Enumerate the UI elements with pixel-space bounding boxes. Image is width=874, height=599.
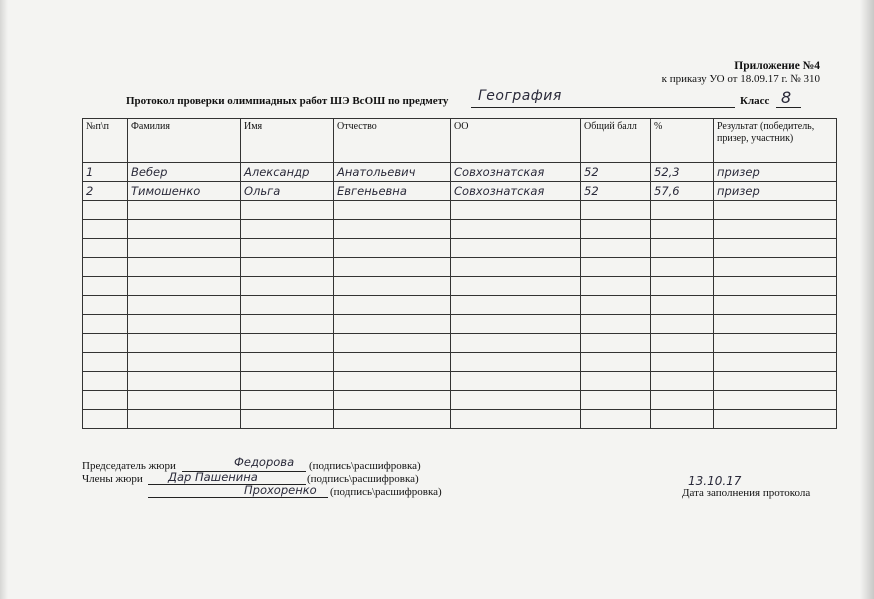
cell-percent bbox=[651, 334, 714, 353]
cell-name bbox=[241, 277, 334, 296]
cell-total-score bbox=[581, 391, 651, 410]
cell-percent: 52,3 bbox=[651, 163, 714, 182]
cell-patronymic bbox=[334, 391, 451, 410]
cell-number bbox=[83, 258, 128, 277]
cell-surname: Тимошенко bbox=[128, 182, 241, 201]
table-row bbox=[83, 315, 837, 334]
table-row bbox=[83, 334, 837, 353]
cell-percent bbox=[651, 239, 714, 258]
cell-patronymic: Анатольевич bbox=[334, 163, 451, 182]
cell-result bbox=[714, 296, 837, 315]
cell-surname bbox=[128, 391, 241, 410]
appendix-title: Приложение №4 bbox=[734, 60, 820, 72]
table-header-row bbox=[83, 119, 837, 163]
cell-percent: 57,6 bbox=[651, 182, 714, 201]
cell-surname bbox=[128, 258, 241, 277]
table-row bbox=[83, 296, 837, 315]
results-table bbox=[82, 118, 837, 429]
cell-result bbox=[714, 353, 837, 372]
cell-number: 2 bbox=[83, 182, 128, 201]
cell-result bbox=[714, 372, 837, 391]
cell-number bbox=[83, 239, 128, 258]
cell-total-score bbox=[581, 296, 651, 315]
chair-signature: Федорова bbox=[234, 455, 295, 469]
cell-result bbox=[714, 277, 837, 296]
cell-patronymic: Евгеньевна bbox=[334, 182, 451, 201]
chair-label: Председатель жюри bbox=[82, 460, 176, 472]
subject-underline bbox=[471, 107, 735, 108]
cell-name bbox=[241, 334, 334, 353]
col-header-name: Имя bbox=[241, 119, 334, 163]
table-row bbox=[83, 372, 837, 391]
cell-name bbox=[241, 391, 334, 410]
grade-handwritten: 8 bbox=[781, 88, 792, 107]
cell-result bbox=[714, 239, 837, 258]
cell-total-score bbox=[581, 334, 651, 353]
cell-name bbox=[241, 296, 334, 315]
cell-school bbox=[451, 391, 581, 410]
cell-name bbox=[241, 315, 334, 334]
sign-caption-chair: (подпись\расшифровка) bbox=[309, 460, 421, 472]
cell-patronymic bbox=[334, 296, 451, 315]
cell-school bbox=[451, 410, 581, 429]
protocol-title: Протокол проверки олимпиадных работ ШЭ ВсОШ по предмету bbox=[126, 95, 449, 107]
col-header-patronymic: Отчество bbox=[334, 119, 451, 163]
cell-percent bbox=[651, 296, 714, 315]
cell-surname bbox=[128, 296, 241, 315]
cell-number: 1 bbox=[83, 163, 128, 182]
fill-date-label: Дата заполнения протокола bbox=[682, 487, 811, 499]
cell-result bbox=[714, 410, 837, 429]
members-label: Члены жюри bbox=[82, 473, 143, 485]
col-header-number: №п\п bbox=[83, 119, 128, 163]
cell-number bbox=[83, 372, 128, 391]
cell-name bbox=[241, 220, 334, 239]
cell-name: Александр bbox=[241, 163, 334, 182]
table-row bbox=[83, 220, 837, 239]
cell-surname bbox=[128, 277, 241, 296]
cell-result bbox=[714, 258, 837, 277]
cell-result bbox=[714, 220, 837, 239]
cell-number bbox=[83, 296, 128, 315]
cell-percent bbox=[651, 220, 714, 239]
cell-percent bbox=[651, 277, 714, 296]
cell-surname bbox=[128, 410, 241, 429]
cell-school bbox=[451, 239, 581, 258]
cell-percent bbox=[651, 410, 714, 429]
cell-result bbox=[714, 391, 837, 410]
cell-number bbox=[83, 201, 128, 220]
cell-surname bbox=[128, 201, 241, 220]
cell-school bbox=[451, 353, 581, 372]
cell-surname bbox=[128, 220, 241, 239]
cell-patronymic bbox=[334, 258, 451, 277]
appendix-block bbox=[662, 60, 820, 86]
cell-total-score bbox=[581, 258, 651, 277]
cell-school bbox=[451, 277, 581, 296]
cell-name bbox=[241, 410, 334, 429]
cell-number bbox=[83, 220, 128, 239]
col-header-percent: % bbox=[651, 119, 714, 163]
cell-patronymic bbox=[334, 201, 451, 220]
cell-patronymic bbox=[334, 334, 451, 353]
member2-signature: Прохоренко bbox=[244, 483, 317, 497]
cell-total-score bbox=[581, 277, 651, 296]
cell-school: Совхознатская bbox=[451, 163, 581, 182]
fill-date: 13.10.17 bbox=[688, 474, 742, 488]
cell-patronymic bbox=[334, 239, 451, 258]
cell-result bbox=[714, 315, 837, 334]
cell-total-score bbox=[581, 239, 651, 258]
cell-result: призер bbox=[714, 182, 837, 201]
cell-surname bbox=[128, 353, 241, 372]
cell-total-score bbox=[581, 220, 651, 239]
scan-edge-right bbox=[860, 0, 874, 599]
appendix-reference: к приказу УО от 18.09.17 г. № 310 bbox=[661, 73, 820, 85]
cell-patronymic bbox=[334, 372, 451, 391]
col-header-school: ОО bbox=[451, 119, 581, 163]
table-row bbox=[83, 353, 837, 372]
sign-caption-member1: (подпись\расшифровка) bbox=[307, 473, 419, 485]
cell-result bbox=[714, 201, 837, 220]
cell-total-score: 52 bbox=[581, 182, 651, 201]
cell-number bbox=[83, 410, 128, 429]
cell-result: призер bbox=[714, 163, 837, 182]
cell-number bbox=[83, 334, 128, 353]
cell-name bbox=[241, 353, 334, 372]
cell-patronymic bbox=[334, 315, 451, 334]
cell-school bbox=[451, 315, 581, 334]
cell-total-score: 52 bbox=[581, 163, 651, 182]
cell-surname bbox=[128, 372, 241, 391]
table-row bbox=[83, 201, 837, 220]
table-row bbox=[83, 277, 837, 296]
member1-signature: Дар Пашенина bbox=[168, 470, 258, 484]
cell-surname bbox=[128, 334, 241, 353]
subject-handwritten: География bbox=[478, 88, 562, 104]
cell-result bbox=[714, 334, 837, 353]
cell-number bbox=[83, 391, 128, 410]
cell-name bbox=[241, 201, 334, 220]
cell-total-score bbox=[581, 410, 651, 429]
cell-school bbox=[451, 258, 581, 277]
cell-percent bbox=[651, 315, 714, 334]
cell-name bbox=[241, 372, 334, 391]
cell-school bbox=[451, 296, 581, 315]
cell-percent bbox=[651, 372, 714, 391]
cell-percent bbox=[651, 258, 714, 277]
cell-school bbox=[451, 372, 581, 391]
cell-percent bbox=[651, 353, 714, 372]
cell-school bbox=[451, 220, 581, 239]
cell-total-score bbox=[581, 201, 651, 220]
cell-name bbox=[241, 239, 334, 258]
cell-surname: Вебер bbox=[128, 163, 241, 182]
cell-school: Совхознатская bbox=[451, 182, 581, 201]
cell-patronymic bbox=[334, 410, 451, 429]
scan-edge-left bbox=[0, 0, 8, 599]
sign-caption-member2: (подпись\расшифровка) bbox=[330, 486, 442, 498]
col-header-result: Результат (победитель, призер, участник) bbox=[714, 119, 837, 163]
cell-name bbox=[241, 258, 334, 277]
cell-patronymic bbox=[334, 353, 451, 372]
table-row bbox=[83, 163, 837, 182]
cell-number bbox=[83, 353, 128, 372]
col-header-surname: Фамилия bbox=[128, 119, 241, 163]
cell-total-score bbox=[581, 315, 651, 334]
cell-patronymic bbox=[334, 220, 451, 239]
table-row bbox=[83, 391, 837, 410]
cell-number bbox=[83, 315, 128, 334]
cell-school bbox=[451, 334, 581, 353]
cell-patronymic bbox=[334, 277, 451, 296]
cell-school bbox=[451, 201, 581, 220]
member2-signature-line bbox=[148, 497, 328, 498]
grade-underline bbox=[776, 107, 801, 108]
cell-number bbox=[83, 277, 128, 296]
grade-label: Класс bbox=[740, 95, 770, 107]
cell-percent bbox=[651, 201, 714, 220]
cell-total-score bbox=[581, 372, 651, 391]
table-row bbox=[83, 239, 837, 258]
cell-total-score bbox=[581, 353, 651, 372]
cell-surname bbox=[128, 315, 241, 334]
table-row bbox=[83, 410, 837, 429]
col-header-total-score: Общий балл bbox=[581, 119, 651, 163]
table-row bbox=[83, 258, 837, 277]
cell-surname bbox=[128, 239, 241, 258]
cell-name: Ольга bbox=[241, 182, 334, 201]
table-row bbox=[83, 182, 837, 201]
cell-percent bbox=[651, 391, 714, 410]
